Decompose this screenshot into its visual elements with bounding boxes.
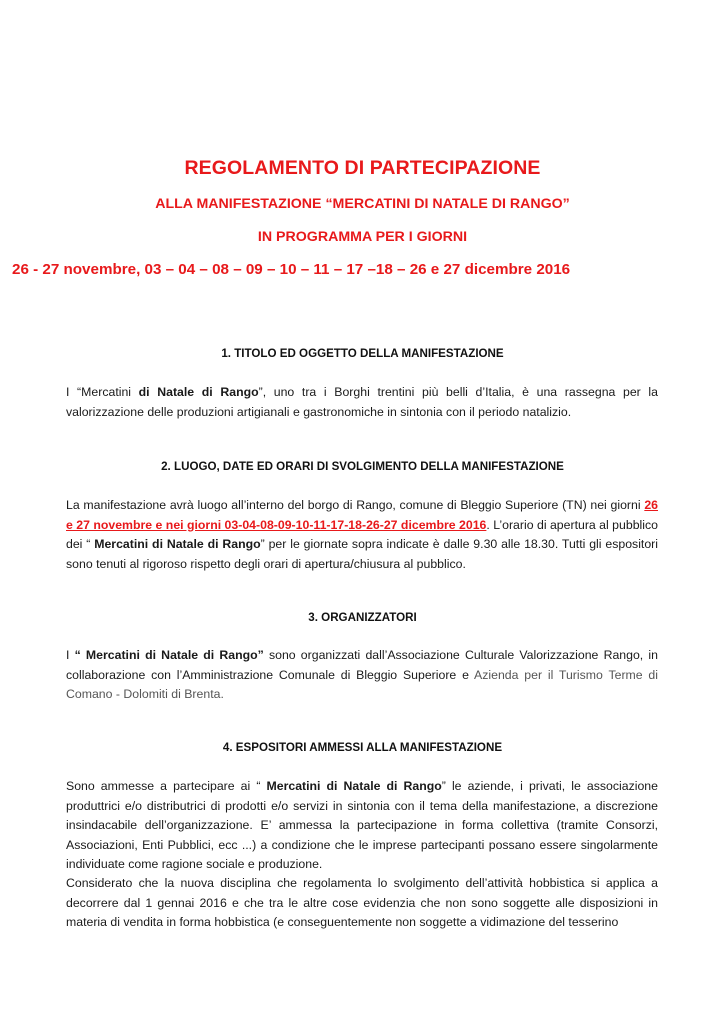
section-4-event-name: Mercatini di Natale di Rango xyxy=(266,779,442,793)
section-2-event-name: Mercatini di Natale di Rango xyxy=(94,537,261,552)
section-4-text-a: Sono ammesse a partecipare ai “ xyxy=(66,779,267,793)
section-4-paragraph-2: Considerato che la nuova disciplina che regolamenta lo svolgimento dell’attività hobbistica si applica a decorrere dal 1 gennai 2016 e che tra le altre cose evidenzia che non sono soggette alle disposizioni in materia di vendita in forma hobbistica (e conseguentemente non soggette a vidimazione del tesserino xyxy=(66,876,658,930)
document-subtitle-program: IN PROGRAMMA PER I GIORNI xyxy=(257,229,468,245)
section-3-event-name: “ Mercatini di Natale di Rango” xyxy=(74,648,264,662)
section-3-text-a: I xyxy=(66,648,75,662)
section-2-highlighted-dates: 26 e 27 novembre e nei giorni 03-04-08-09-10-11-17-18-26-27 dicembre 2016 xyxy=(66,498,658,532)
section-3-heading: 3. ORGANIZZATORI xyxy=(308,611,417,624)
section-1-paragraph xyxy=(66,383,658,422)
section-1-heading: 1. TITOLO ED OGGETTO DELLA MANIFESTAZIONE xyxy=(221,347,504,360)
section-1-event-name: di Natale di Rango xyxy=(138,385,259,399)
section-3-paragraph xyxy=(66,646,658,705)
section-3-tourism-agency: Azienda per il Turismo Terme di Comano - Dolomiti di Brenta. xyxy=(66,667,658,702)
document-event-dates: 26 - 27 novembre, 03 – 04 – 08 – 09 – 10 – 11 – 17 –18 – 26 e 27 dicembre 2016 xyxy=(12,261,571,278)
section-2-paragraph xyxy=(66,496,658,574)
section-2-text-a: La manifestazione avrà luogo all’interno del borgo di Rango, comune di Bleggio Superiore (TN) nei giorni xyxy=(66,498,645,512)
section-1-text-b: ”, uno tra i Borghi trentini più belli d’Italia, è una rassegna per la valorizzazione delle produzioni artigianali e gastronomiche in sintonia con il periodo natalizio. xyxy=(66,385,658,419)
section-1-text-a: I “Mercatini xyxy=(66,385,139,399)
section-2-heading: 2. LUOGO, DATE ED ORARI DI SVOLGIMENTO DELLA MANIFESTAZIONE xyxy=(161,460,564,473)
section-4-heading: 4. ESPOSITORI AMMESSI ALLA MANIFESTAZIONE xyxy=(222,741,503,754)
section-2-text-c: ” per le giornate sopra indicate è dalle 9.30 alle 18.30. Tutti gli espositori sono tenuti al rigoroso rispetto degli orari di apertura/chiusura al pubblico. xyxy=(66,537,659,571)
document-subtitle-event: ALLA MANIFESTAZIONE “MERCATINI DI NATALE DI RANGO” xyxy=(155,196,570,212)
section-4-text-b: ” le aziende, i privati, le associazione produttrici e/o distributrici di prodotti e/o servizi in sintonia con il tema della manifestazione, a discrezione insindacabile dell’organizzazione. E’ ammessa la partecipazione in forma collettiva (tramite Consorzi, Associazioni, Enti Pubblici, ecc ...) a condizione che le imprese partecipanti possano essere singolarmente individuate come ragione sociale e produzione. xyxy=(66,779,658,872)
section-4-paragraph-1 xyxy=(66,777,658,875)
document-title: REGOLAMENTO DI PARTECIPAZIONE xyxy=(184,157,541,179)
section-3-text-b: sono organizzati dall’Associazione Culturale Valorizzazione Rango, in collaborazione con l’Amministrazione Comunale di Bleggio Superiore e xyxy=(66,648,658,682)
section-2-text-b: . L’orario di apertura al pubblico dei “ xyxy=(66,517,658,552)
